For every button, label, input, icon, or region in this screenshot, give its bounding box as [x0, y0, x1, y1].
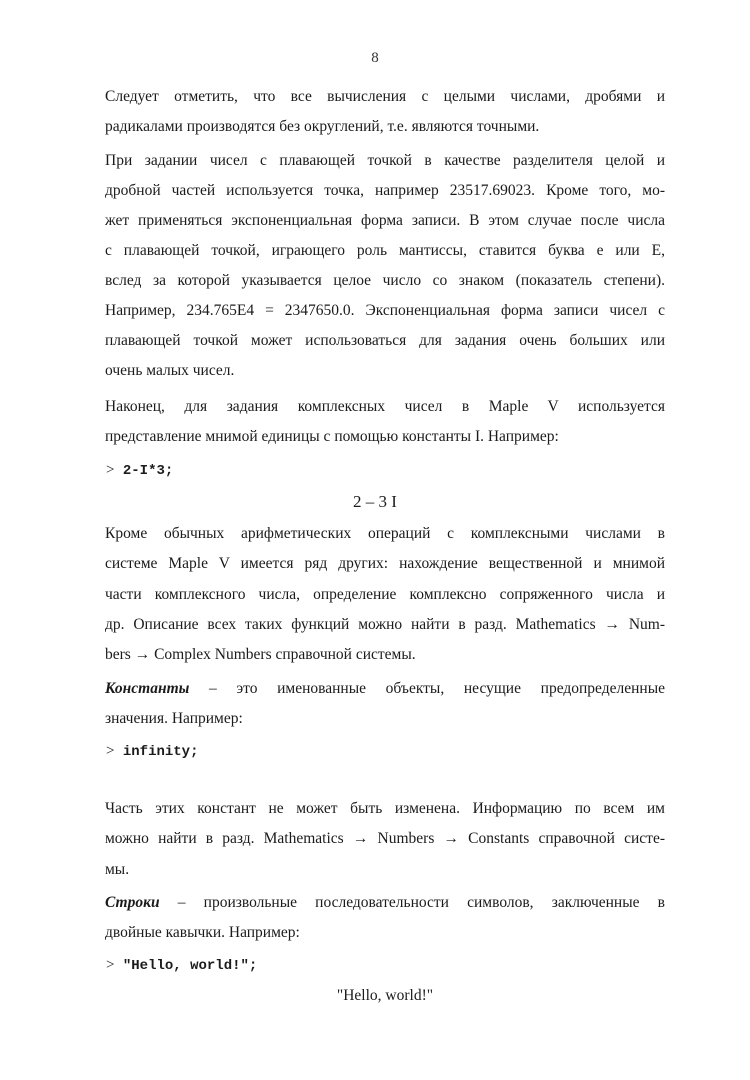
paragraph-2-line-6: Например, 234.765E4 = 2347650.0. Экспоненциальная форма записи чисел с — [105, 302, 665, 319]
command-prompt: > — [106, 462, 115, 478]
paragraph-1-line-2: радикалами производятся без округлений, т.е. являются точными. — [105, 118, 540, 135]
paragraph-7-line-1 — [105, 894, 665, 912]
paragraph-2-line-5: вслед за которой указывается целое число со знаком (показатель степени). — [105, 272, 665, 289]
paragraph-6-line-3: мы. — [105, 861, 130, 878]
paragraph-2-line-3: жет применяться экспоненциальная форма записи. В этом случае после числа — [105, 212, 665, 229]
paragraph-6-line-1: Часть этих констант не может быть изменена. Информацию по всем им — [105, 800, 665, 817]
paragraph-3-line-2: представление мнимой единицы с помощью константы I. Например: — [105, 428, 559, 445]
command-code: "Hello, world!"; — [122, 958, 258, 974]
term-constants: Константы — [105, 680, 190, 697]
paragraph-1-line-1: Следует отметить, что все вычисления с целыми числами, дробями и — [105, 88, 665, 105]
maple-command-2 — [106, 743, 199, 760]
command-prompt: > — [106, 957, 115, 973]
paragraph-2-line-2: дробной частей используется точка, например 23517.69023. Кроме того, мо- — [105, 182, 665, 199]
paragraph-2-line-1: При задании чисел с плавающей точкой в качестве разделителя целой и — [105, 152, 665, 169]
paragraph-5-line-1 — [105, 680, 665, 698]
page-number: 8 — [371, 50, 379, 66]
paragraph-2-line-7: плавающей точкой может использоваться для задания очень больших или — [105, 332, 665, 349]
command-prompt: > — [106, 743, 115, 759]
paragraph-2-line-4: с плавающей точкой, играющего роль мантиссы, ставится буква e или E, — [105, 242, 665, 259]
paragraph-4-line-5: bers → Complex Numbers справочной системы. — [105, 646, 416, 663]
maple-output-3: "Hello, world!" — [336, 987, 434, 1004]
command-code: 2-I*3; — [122, 463, 174, 479]
maple-command-1 — [106, 462, 173, 479]
paragraph-5-line-2: значения. Например: — [105, 710, 243, 727]
paragraph-5-text: – это именованные объекты, несущие предопределенные — [189, 680, 665, 697]
paragraph-7-text: – произвольные последовательности символов, заключенные в — [159, 894, 665, 911]
command-code: infinity; — [122, 744, 199, 760]
paragraph-2-line-8: очень малых чисел. — [105, 362, 235, 379]
paragraph-3-line-1: Наконец, для задания комплексных чисел в Maple V используется — [105, 398, 665, 415]
term-strings: Строки — [105, 894, 160, 911]
paragraph-4-line-4: др. Описание всех таких функций можно найти в разд. Mathematics → Num- — [105, 616, 665, 633]
paragraph-4-line-2: системе Maple V имеется ряд других: нахождение вещественной и мнимой — [105, 555, 665, 572]
paragraph-4-line-3: части комплексного числа, определение комплексно сопряженного числа и — [105, 586, 665, 603]
maple-command-3 — [106, 957, 257, 974]
maple-output-1: 2 – 3 I — [353, 492, 397, 511]
paragraph-7-line-2: двойные кавычки. Например: — [105, 924, 300, 941]
paragraph-6-line-2: можно найти в разд. Mathematics → Numbers → Constants справочной систе- — [105, 830, 665, 847]
paragraph-4-line-1: Кроме обычных арифметических операций с комплексными числами в — [105, 525, 665, 542]
